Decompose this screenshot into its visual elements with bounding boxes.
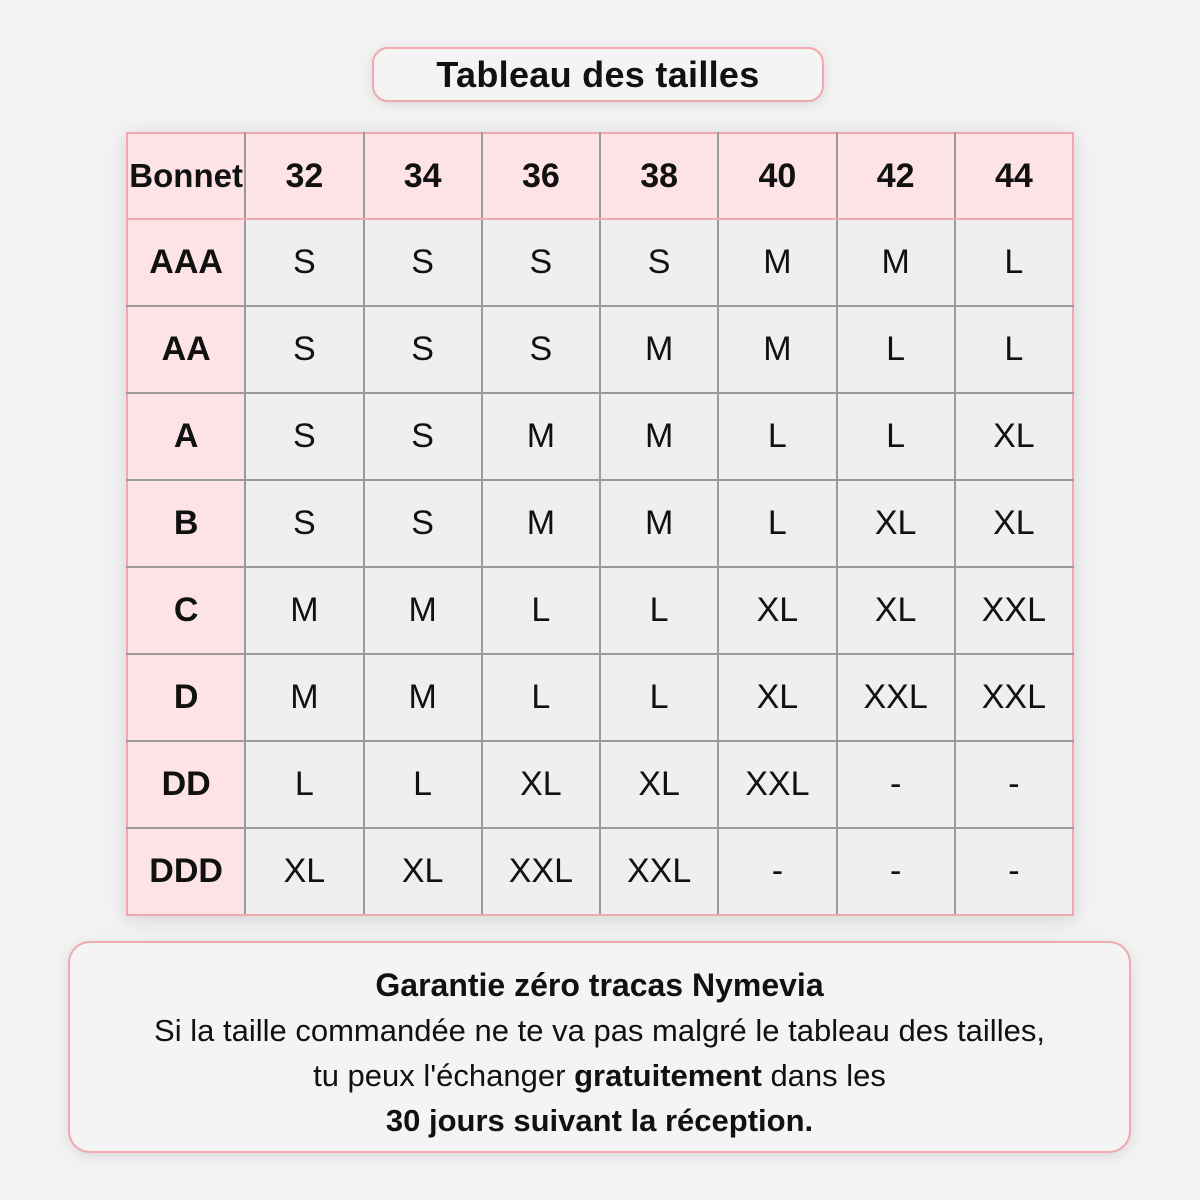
guarantee-free-emphasis: gratuitement [574, 1058, 762, 1093]
table-row [127, 393, 1073, 480]
size-cell: L [718, 393, 836, 480]
row-header-cup: AAA [127, 219, 245, 306]
size-cell: S [245, 306, 363, 393]
size-cell: M [482, 480, 600, 567]
size-cell: S [245, 219, 363, 306]
size-cell: L [364, 741, 482, 828]
guarantee-line-2-end: dans les [761, 1058, 886, 1093]
size-cell: XL [955, 480, 1073, 567]
size-cell: - [837, 828, 955, 915]
size-cell: XXL [837, 654, 955, 741]
size-chart [126, 132, 1074, 916]
row-header-cup: D [127, 654, 245, 741]
size-cell: XXL [600, 828, 718, 915]
row-header-cup: DD [127, 741, 245, 828]
size-cell: M [364, 654, 482, 741]
guarantee-box [68, 941, 1131, 1153]
corner-header-cell: Bonnet [127, 133, 245, 219]
size-cell: S [364, 219, 482, 306]
column-header: 32 [245, 133, 363, 219]
column-header: 40 [718, 133, 836, 219]
column-header: 42 [837, 133, 955, 219]
size-cell: XXL [718, 741, 836, 828]
size-cell: XL [955, 393, 1073, 480]
row-header-cup: DDD [127, 828, 245, 915]
table-row [127, 828, 1073, 915]
table-row [127, 741, 1073, 828]
row-header-cup: C [127, 567, 245, 654]
size-cell: XL [482, 741, 600, 828]
size-cell: M [482, 393, 600, 480]
size-cell: L [955, 219, 1073, 306]
guarantee-title: Garantie zéro tracas Nymevia [375, 967, 824, 1003]
column-header: 38 [600, 133, 718, 219]
table-row [127, 219, 1073, 306]
size-cell: S [482, 219, 600, 306]
row-header-cup: A [127, 393, 245, 480]
size-cell: XXL [955, 654, 1073, 741]
size-cell: S [364, 480, 482, 567]
guarantee-line-2 [70, 1053, 1129, 1098]
size-cell: XL [837, 567, 955, 654]
title-badge [372, 47, 824, 102]
size-cell: XL [600, 741, 718, 828]
size-cell: L [837, 306, 955, 393]
table-header [127, 133, 1073, 219]
guarantee-line-3: 30 jours suivant la réception. [385, 1103, 814, 1138]
size-cell: XXL [482, 828, 600, 915]
header-row [127, 133, 1073, 219]
guarantee-line-1: Si la taille commandée ne te va pas malgré le tableau des tailles, [154, 1013, 1045, 1048]
size-cell: M [718, 306, 836, 393]
row-header-cup: AA [127, 306, 245, 393]
size-cell: S [245, 393, 363, 480]
size-cell: - [837, 741, 955, 828]
size-cell: M [245, 654, 363, 741]
size-cell: L [600, 654, 718, 741]
size-cell: XL [718, 567, 836, 654]
size-cell: XL [364, 828, 482, 915]
size-cell: M [600, 480, 718, 567]
table-row [127, 306, 1073, 393]
size-cell: S [482, 306, 600, 393]
table-row [127, 480, 1073, 567]
column-header: 44 [955, 133, 1073, 219]
table-body [127, 219, 1073, 915]
size-cell: M [245, 567, 363, 654]
size-cell: L [955, 306, 1073, 393]
size-cell: M [600, 306, 718, 393]
size-cell: S [600, 219, 718, 306]
size-cell: XXL [955, 567, 1073, 654]
size-cell: L [245, 741, 363, 828]
size-cell: XL [245, 828, 363, 915]
size-cell: L [837, 393, 955, 480]
guarantee-line-2-start: tu peux l'échanger [313, 1058, 575, 1093]
size-cell: - [955, 741, 1073, 828]
size-cell: M [718, 219, 836, 306]
size-cell: L [482, 654, 600, 741]
size-cell: - [718, 828, 836, 915]
size-table [126, 132, 1074, 916]
row-header-cup: B [127, 480, 245, 567]
size-cell: S [245, 480, 363, 567]
size-cell: M [600, 393, 718, 480]
size-cell: M [837, 219, 955, 306]
size-cell: S [364, 393, 482, 480]
size-cell: XL [837, 480, 955, 567]
size-cell: L [482, 567, 600, 654]
column-header: 36 [482, 133, 600, 219]
size-cell: M [364, 567, 482, 654]
size-cell: L [600, 567, 718, 654]
size-cell: S [364, 306, 482, 393]
page-title: Tableau des tailles [436, 53, 760, 95]
size-cell: L [718, 480, 836, 567]
column-header: 34 [364, 133, 482, 219]
table-row [127, 567, 1073, 654]
size-cell: - [955, 828, 1073, 915]
size-cell: XL [718, 654, 836, 741]
table-row [127, 654, 1073, 741]
